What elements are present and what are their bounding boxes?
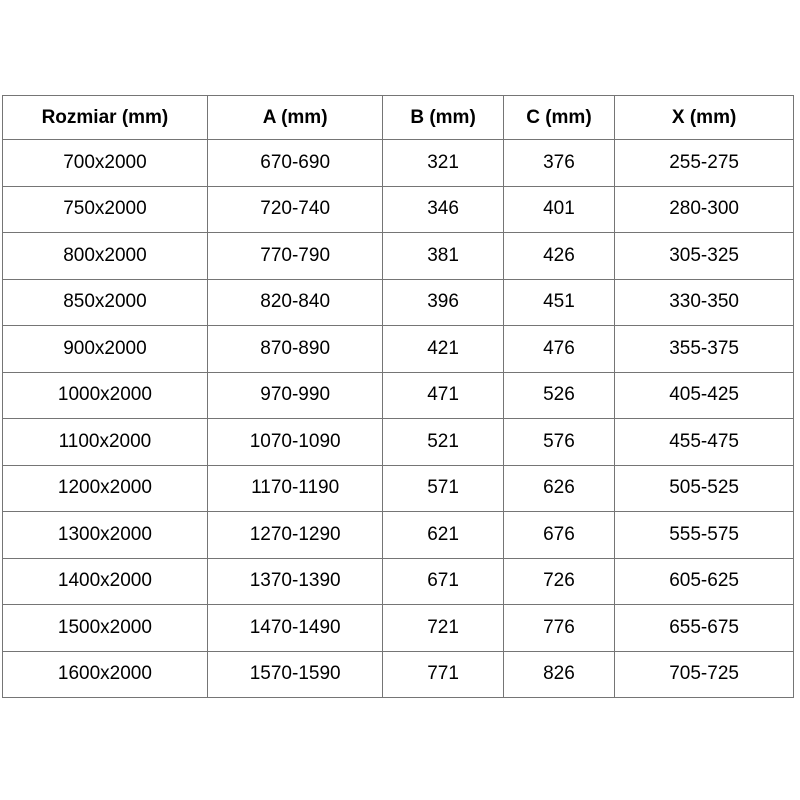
table-cell: 1000x2000 xyxy=(3,372,208,419)
table-cell: 421 xyxy=(383,326,503,373)
table-cell: 1600x2000 xyxy=(3,651,208,698)
table-cell: 405-425 xyxy=(615,372,794,419)
table-cell: 850x2000 xyxy=(3,279,208,326)
table-cell: 576 xyxy=(503,419,615,466)
table-row xyxy=(3,512,794,559)
table-cell: 720-740 xyxy=(207,186,383,233)
table-header-row xyxy=(3,96,794,140)
table-cell: 1570-1590 xyxy=(207,651,383,698)
table-cell: 670-690 xyxy=(207,140,383,187)
table-cell: 621 xyxy=(383,512,503,559)
table-cell: 705-725 xyxy=(615,651,794,698)
table-cell: 571 xyxy=(383,465,503,512)
table-cell: 396 xyxy=(383,279,503,326)
table-cell: 676 xyxy=(503,512,615,559)
table-cell: 1170-1190 xyxy=(207,465,383,512)
table-cell: 800x2000 xyxy=(3,233,208,280)
table-cell: 505-525 xyxy=(615,465,794,512)
table-cell: 1100x2000 xyxy=(3,419,208,466)
table-cell: 426 xyxy=(503,233,615,280)
size-dimensions-table xyxy=(2,95,794,698)
column-header: X (mm) xyxy=(615,96,794,140)
table-cell: 1200x2000 xyxy=(3,465,208,512)
table-cell: 671 xyxy=(383,558,503,605)
table-cell: 555-575 xyxy=(615,512,794,559)
table-cell: 330-350 xyxy=(615,279,794,326)
column-header: B (mm) xyxy=(383,96,503,140)
table-cell: 255-275 xyxy=(615,140,794,187)
table-cell: 355-375 xyxy=(615,326,794,373)
table-cell: 476 xyxy=(503,326,615,373)
table-cell: 305-325 xyxy=(615,233,794,280)
table-cell: 346 xyxy=(383,186,503,233)
table-cell: 820-840 xyxy=(207,279,383,326)
table-row xyxy=(3,651,794,698)
table-cell: 771 xyxy=(383,651,503,698)
table-row xyxy=(3,326,794,373)
table-row xyxy=(3,605,794,652)
table-cell: 280-300 xyxy=(615,186,794,233)
table-cell: 1370-1390 xyxy=(207,558,383,605)
table-row xyxy=(3,419,794,466)
table-cell: 526 xyxy=(503,372,615,419)
table-cell: 401 xyxy=(503,186,615,233)
table-cell: 655-675 xyxy=(615,605,794,652)
column-header: Rozmiar (mm) xyxy=(3,96,208,140)
table-cell: 376 xyxy=(503,140,615,187)
table-row xyxy=(3,465,794,512)
table-cell: 700x2000 xyxy=(3,140,208,187)
table-cell: 750x2000 xyxy=(3,186,208,233)
table-cell: 870-890 xyxy=(207,326,383,373)
table-cell: 970-990 xyxy=(207,372,383,419)
table-row xyxy=(3,279,794,326)
table-cell: 726 xyxy=(503,558,615,605)
table-cell: 455-475 xyxy=(615,419,794,466)
column-header: C (mm) xyxy=(503,96,615,140)
table-cell: 381 xyxy=(383,233,503,280)
table-cell: 1300x2000 xyxy=(3,512,208,559)
table-cell: 605-625 xyxy=(615,558,794,605)
table-row xyxy=(3,233,794,280)
table-cell: 321 xyxy=(383,140,503,187)
table-cell: 1070-1090 xyxy=(207,419,383,466)
table-row xyxy=(3,558,794,605)
table-cell: 451 xyxy=(503,279,615,326)
table-cell: 1400x2000 xyxy=(3,558,208,605)
table-cell: 1270-1290 xyxy=(207,512,383,559)
table-cell: 521 xyxy=(383,419,503,466)
table-cell: 826 xyxy=(503,651,615,698)
table-cell: 770-790 xyxy=(207,233,383,280)
table-cell: 471 xyxy=(383,372,503,419)
table-cell: 626 xyxy=(503,465,615,512)
table-cell: 1500x2000 xyxy=(3,605,208,652)
table-row xyxy=(3,372,794,419)
table-row xyxy=(3,140,794,187)
table-cell: 721 xyxy=(383,605,503,652)
table-row xyxy=(3,186,794,233)
table-cell: 1470-1490 xyxy=(207,605,383,652)
table-cell: 900x2000 xyxy=(3,326,208,373)
table-cell: 776 xyxy=(503,605,615,652)
column-header: A (mm) xyxy=(207,96,383,140)
